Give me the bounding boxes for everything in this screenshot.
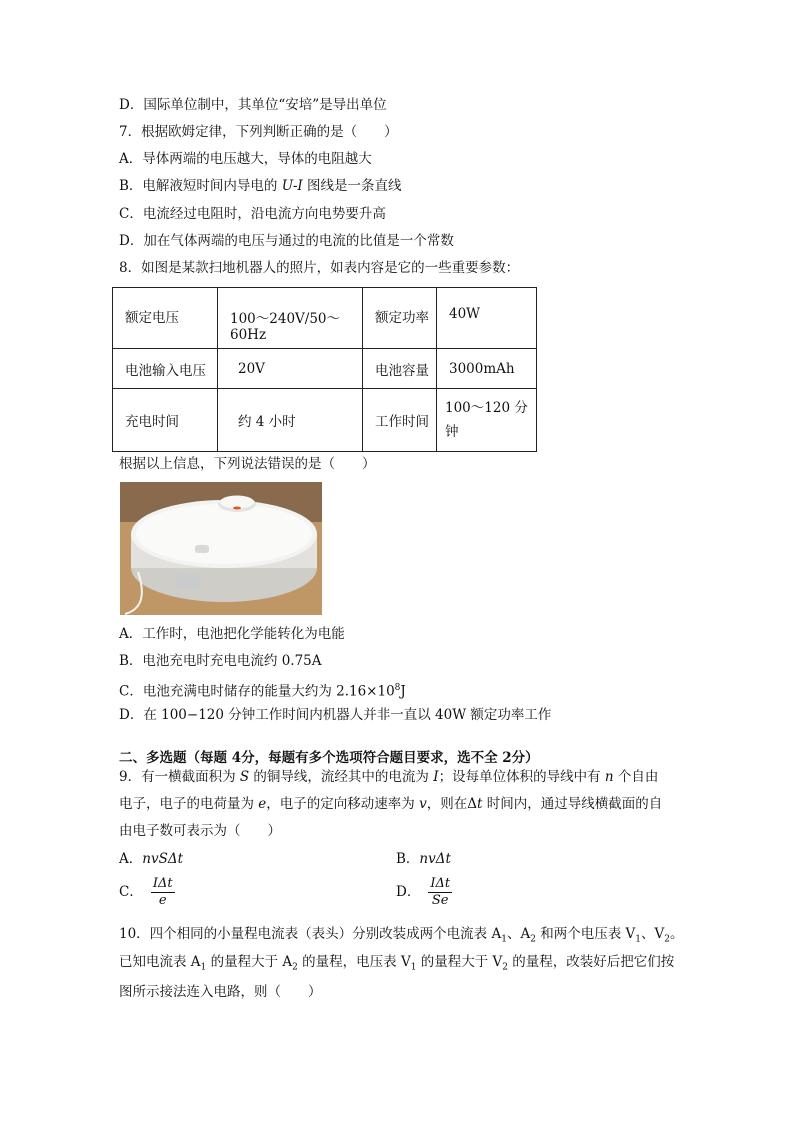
q9-var-v: v	[419, 796, 427, 812]
q8c-text: C．电池充满电时储存的能量大约为 2.16×10	[119, 683, 395, 700]
table-cell: 充电时间	[113, 389, 218, 452]
q10-text: 10．四个相同的小量程电流表（表头）分别改装成两个电流表 A	[119, 926, 502, 942]
q9-text: 个自由	[613, 769, 659, 785]
subscript: 2	[664, 934, 670, 945]
table-cell: 100～240V/50～60Hz	[218, 288, 363, 349]
q7-stem: 7．根据欧姆定律，下列判断正确的是（ ）	[119, 124, 398, 140]
q10-stem-line1	[119, 925, 684, 949]
table-cell: 20V	[218, 349, 363, 389]
table-cell: 40W	[437, 288, 537, 349]
q7b-text2: 图线是一条直线	[302, 178, 402, 194]
q8-option-c	[119, 679, 406, 701]
q9-text: 的铜导线，流经其中的电流为	[249, 769, 434, 785]
q9-option-d	[396, 876, 452, 909]
q9-option-b	[396, 850, 451, 868]
q9-var-n: n	[604, 769, 614, 785]
subscript: 1	[410, 962, 417, 973]
q9-text: ，则在Δ	[426, 796, 477, 812]
q9-text: ，电子的定向移动速率为	[266, 796, 420, 812]
q9-stem-line3: 由电子数可表示为（ ）	[119, 823, 281, 839]
q10-text: 的量程，电压表 V	[297, 954, 411, 970]
subscript: 1	[635, 934, 642, 945]
option-label: B．	[396, 851, 420, 867]
fraction-denominator: Se	[431, 893, 449, 908]
q10-text: 、A	[506, 926, 531, 942]
q10-text: 的量程，改装好后把它们按	[508, 954, 675, 970]
table-row	[113, 389, 537, 452]
fraction	[151, 876, 175, 909]
table-cell: 100～120 分钟	[437, 389, 537, 452]
q9-var-t: t	[476, 796, 483, 812]
option-label: A．	[119, 851, 143, 867]
q10-stem-line2	[119, 953, 674, 977]
table-cell: 额定功率	[363, 288, 437, 349]
q10-text: 。	[670, 926, 684, 942]
table-row	[113, 349, 537, 389]
option-expr: nvΔt	[419, 851, 451, 867]
subscript: 2	[502, 962, 509, 973]
table-cell: 约 4 小时	[218, 389, 363, 452]
q9-var-e: e	[258, 796, 267, 812]
subscript: 2	[530, 934, 536, 945]
subscript: 2	[292, 962, 298, 973]
q10-text: 和两个电压表 V	[535, 926, 636, 942]
q9-text: 9．有一横截面积为	[119, 769, 240, 785]
robot-vacuum-photo	[120, 482, 322, 615]
q7-option-c: C．电流经过电阻时，沿电流方向电势要升高	[119, 206, 386, 222]
parameter-table	[112, 287, 537, 452]
q8-stem: 8．如图是某款扫地机器人的照片，如表内容是它的一些重要参数：	[119, 260, 520, 276]
fraction-numerator: IΔt	[152, 876, 173, 891]
robot-vacuum-illustration	[120, 482, 322, 615]
q9-stem-line2	[119, 795, 662, 813]
table-cell: 工作时间	[363, 389, 437, 452]
q7b-text: B．电解液短时间内导电的	[119, 178, 282, 194]
q8c-unit: J	[400, 683, 406, 700]
table-cell: 电池输入电压	[113, 349, 218, 389]
q9-stem-line1	[119, 768, 658, 786]
table-cell: 电池容量	[363, 349, 437, 389]
q10-stem-line3: 图所示接法连入电路，则（ ）	[119, 984, 322, 1000]
q8-option-b: B．电池充电时充电电流约 0.75A	[119, 653, 322, 669]
q7b-var: U-I	[281, 178, 303, 194]
q7-option-d: D．加在气体两端的电压与通过的电流的比值是一个常数	[119, 233, 454, 249]
q7-option-b	[119, 177, 402, 195]
q9-option-c	[119, 876, 175, 909]
q8-prompt: 根据以上信息，下列说法错误的是（ ）	[119, 456, 376, 472]
q10-text: 的量程大于 A	[206, 954, 293, 970]
fraction	[428, 876, 452, 909]
q8-option-d: D．在 100−120 分钟工作时间内机器人并非一直以 40W 额定功率工作	[119, 707, 552, 723]
q8c-exponent: 8	[394, 683, 401, 693]
q9-text: 电子，电子的电荷量为	[119, 796, 259, 812]
q9-var-S: S	[239, 769, 250, 785]
option-label: D．	[396, 884, 421, 900]
q9-text: ；设每单位体积的导线中有	[438, 769, 605, 785]
q10-text: 的量程大于 V	[416, 954, 503, 970]
q10-text: 、V	[641, 926, 665, 942]
q9-var-I: I	[433, 769, 439, 785]
q7-option-a: A．导体两端的电压越大，导体的电阻越大	[119, 151, 372, 167]
option-expr: nvSΔt	[142, 851, 183, 867]
subscript: 1	[501, 934, 507, 945]
q9-option-a	[119, 850, 183, 868]
q6-option-d: D．国际单位制中，其单位“安培”是导出单位	[119, 97, 387, 113]
table-cell: 额定电压	[113, 288, 218, 349]
fraction-denominator: e	[158, 893, 167, 908]
option-label: C．	[119, 884, 143, 900]
subscript: 1	[200, 962, 207, 973]
fraction-numerator: IΔt	[430, 876, 451, 891]
q9-text: 时间内，通过导线横截面的自	[482, 796, 663, 812]
q10-text: 已知电流表 A	[119, 954, 201, 970]
table-cell: 3000mAh	[437, 349, 537, 389]
section-heading: 二、多选题（每题 4分，每题有多个选项符合题目要求，选不全 2分）	[119, 750, 539, 766]
table-row	[113, 288, 537, 349]
q8-option-a: A．工作时，电池把化学能转化为电能	[119, 626, 345, 642]
